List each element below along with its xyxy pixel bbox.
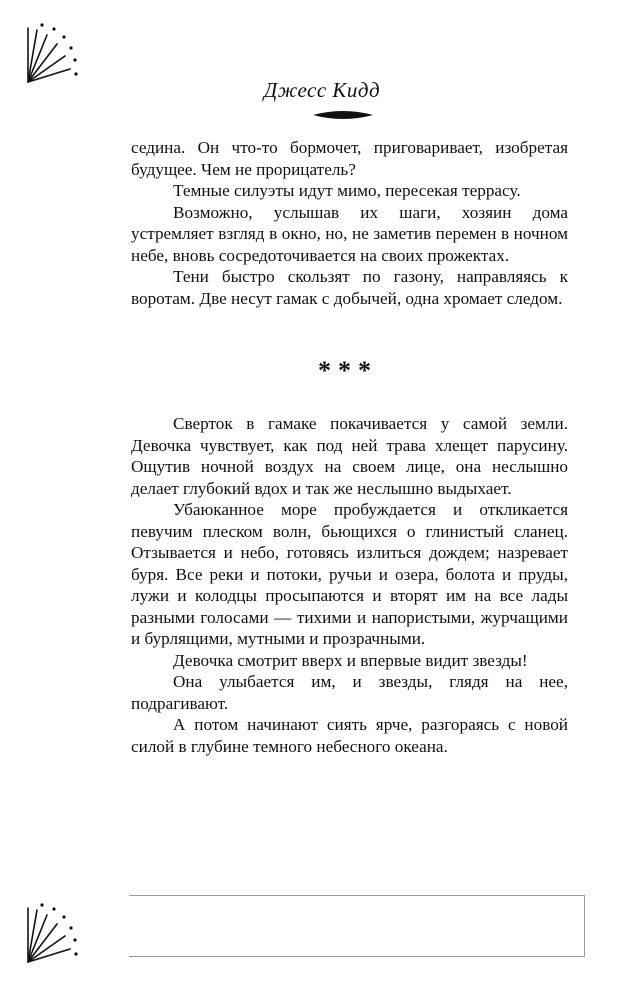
paragraph: Убаюканное море пробуждается и откликается певучим плеском волн, бьющихся о глинистый сланец. Отзывается и небо, готовясь излиться дождем; назревает буря. Все реки и потоки, ручьи и озера, болота и пруды, лужи и колодцы просыпаются и вторят им на все лады разными голосами — тихими и напористыми, журчащими и бурлящими, мутными и прозрачными. xyxy=(131,500,568,648)
paragraph: седина. Он что-то бормочет, приговаривает, изобретая будущее. Чем не прорицатель? xyxy=(131,138,568,179)
divider-ornament-icon xyxy=(313,108,373,122)
paragraph: Она улыбается им, и звезды, глядя на нее, подрагивают. xyxy=(131,672,568,713)
text-section-2 xyxy=(131,413,568,757)
paragraph: Темные силуэты идут мимо, пересекая террасу. xyxy=(173,181,521,200)
running-head-author: Джесс Кидд xyxy=(263,78,381,102)
paragraph: Девочка смотрит вверх и впервые видит звезды! xyxy=(173,650,528,670)
paragraph: Тени быстро скользят по газону, направляясь к воротам. Две несут гамак с добычей, одна хромает следом. xyxy=(131,267,568,308)
paragraph: А потом начинают сиять ярче, разгораясь с новой силой в глубине темного небесного океана. xyxy=(131,715,568,756)
text-section-1 xyxy=(131,137,568,309)
paragraph: Возможно, услышав их шаги, хозяин дома устремляет взгляд в окно, но, не заметив перемен в ночном небе, вновь сосредоточивается на своих прожектах. xyxy=(131,202,568,265)
section-break: *** xyxy=(318,356,378,385)
paragraph: Сверток в гамаке покачивается у самой земли. Девочка чувствует, как под ней трава хлещет парусину. Ощутив ночной воздух на своем лице, она неслышно делает глубокий вдох и так же неслышно выдыхает. xyxy=(131,414,568,498)
corner-ornament-bottom-icon xyxy=(20,902,80,982)
footer-frame xyxy=(129,895,585,957)
